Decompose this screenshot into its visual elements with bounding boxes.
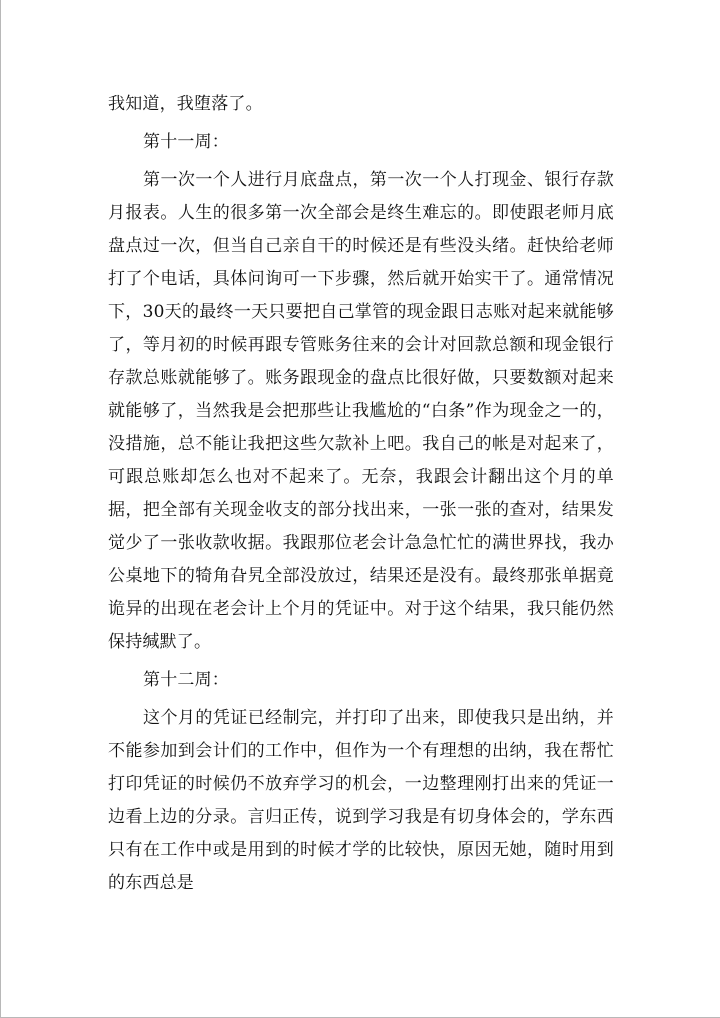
page-edge-left [0,0,1,1018]
paragraph-continuation: 我知道，我堕落了。 [108,94,263,114]
week-11-paragraph: 第一次一个人进行月底盘点，第一次一个人打现金、银行存款月报表。人生的很多第一次全部会是终生难忘的。即使跟老师月底盘点过一次，但当自己亲自干的时候还是有些没头绪。赶快给老师打了个电话，具体问询可一下步骤，然后就开始实干了。通常情况下，30天的最终一天只要把自己掌管的现金跟日志账对起来就能够了，等月初的时候再跟专管账务往来的会计对回款总额和现金银行存款总账就能够了。账务跟现金的盘点比很好做，只要数额对起来就能够了，当然我是会把那些让我尴尬的“白条”作为现金之一的，没措施，总不能让我把这些欠款补上吧。我自己的帐是对起来了，可跟总账却怎么也对不起来了。无奈，我跟会计翻出这个月的单据，把全部有关现金收支的部分找出来，一张一张的查对，结果发觉少了一张收款收据。我跟那位老会计急急忙忙的满世界找，我办公桌地下的犄角旮旯全部没放过，结果还是没有。最终那张单据竟诡异的出现在老会计上个月的凭证中。对于这个结果，我只能仍然保持缄默了。 [108,170,614,652]
week-11-heading: 第十一周： [143,132,229,152]
document-body [108,88,614,900]
week-12-heading: 第十二周： [143,670,229,690]
week-12-paragraph: 这个月的凭证已经制完，并打印了出来，即使我只是出纳，并不能参加到会计们的工作中，但作为一个有理想的出纳，我在帮忙打印凭证的时候仍不放弃学习的机会，一边整理刚打出来的凭证一边看上边的分录。言归正传，说到学习我是有切身体会的，学东西只有在工作中或是用到的时候才学的比较快，原因无她，随时用到的东西总是 [108,708,614,893]
